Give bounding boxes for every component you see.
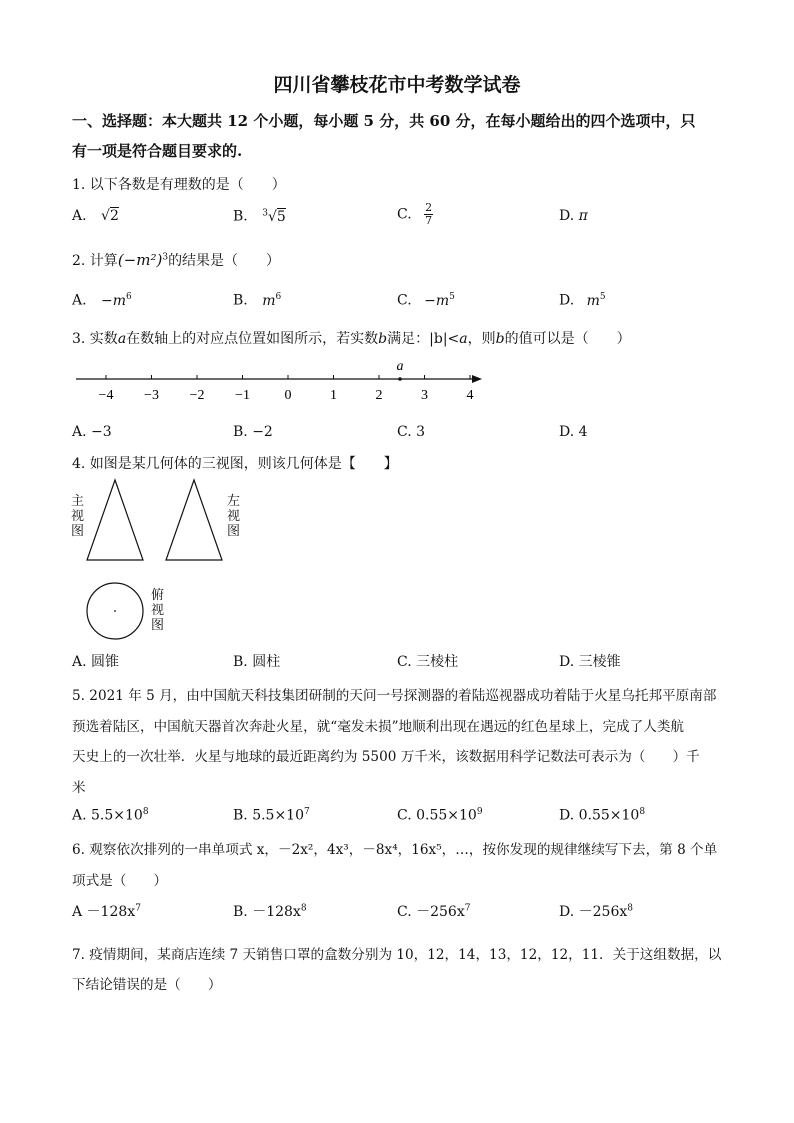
q1-a-radicand: 2	[109, 208, 119, 224]
q3-stem-mid3: ，则	[467, 331, 496, 347]
q5-line3: 天史上的一次壮举．火星与地球的最近距离约为 5500 万千米，该数据用科学记数法可表示为（ ）千	[72, 749, 700, 765]
q2-expression: (−m²)	[117, 251, 163, 269]
q3-stem-pre: 3. 实数	[72, 331, 118, 347]
q5-b-base: B. 5.5×10	[233, 807, 304, 824]
q5-line4: 米	[72, 780, 86, 796]
q2-d-base: m	[586, 292, 600, 309]
q1-c-prefix: C.	[397, 206, 412, 223]
q6-line2: 项式是（ ）	[72, 873, 168, 889]
q5-d-base: D. 0.55×10	[559, 807, 640, 824]
q7-line2: 下结论错误的是（ ）	[72, 977, 222, 993]
q2-stem-post: 的结果是（ ）	[168, 253, 281, 269]
q1-b-radicand: 5	[276, 208, 286, 225]
q6-d-base: D. －256x	[559, 904, 628, 920]
q3-option-a: A. −3	[72, 424, 112, 440]
q1-stem: 1. 以下各数是有理数的是（ ）	[72, 177, 286, 193]
q2-d-exp: 5	[599, 292, 606, 302]
q4-stem: 4. 如图是某几何体的三视图，则该几何体是【 】	[72, 456, 398, 472]
q5-option-d	[559, 807, 645, 824]
q5-a-base: A. 5.5×10	[72, 807, 143, 824]
q3-var-b: b	[378, 331, 388, 347]
front-view-label: 主视图	[71, 494, 85, 539]
q6-b-base: B. －128x	[233, 904, 301, 920]
q2-b-prefix: B.	[233, 292, 248, 309]
q5-option-b	[233, 807, 310, 824]
q1-option-b	[233, 208, 286, 225]
q1-option-a	[72, 208, 119, 224]
q2-option-b	[233, 292, 281, 309]
q2-option-a	[72, 292, 132, 309]
page-title: 四川省攀枝花市中考数学试卷	[273, 74, 521, 96]
q1-option-d	[559, 208, 588, 224]
q7-line1: 7. 疫情期间，某商店连续 7 天销售口罩的盒数分别为 10，12，14，13，12，12，11．关于这组数据，以	[72, 947, 722, 963]
q6-c-base: C. －256x	[397, 904, 465, 920]
number-line-tick-label: 1	[330, 388, 337, 403]
q6-a-base: A －128x	[72, 904, 136, 920]
q6-a-exp: 7	[135, 903, 141, 914]
q6-option-b	[233, 901, 307, 921]
number-line-tick-label: 4	[466, 388, 474, 403]
q5-c-exp: 9	[476, 807, 483, 817]
q3-var-b2: b	[495, 331, 505, 347]
q1-b-cuberoot: $^3$√5	[262, 208, 286, 225]
number-line-tick-label: −1	[235, 388, 250, 403]
q3-stem-mid1: 在数轴上的对应点位置如图所示，若实数	[126, 331, 379, 347]
number-line-tick-label: 0	[284, 388, 292, 403]
q6-option-c	[397, 901, 470, 921]
q1-a-prefix: A.	[72, 208, 87, 224]
top-view-label: 俯视图	[151, 588, 165, 633]
section-header-line1: 一、选择题：本大题共 12 个小题，每小题 5 分，共 60 分，在每小题给出的四个选项中，只	[72, 112, 696, 130]
q1-d-prefix: D.	[559, 208, 575, 224]
q1-c-denominator: 7	[425, 214, 433, 227]
top-view-center-dot	[114, 610, 116, 612]
q5-b-exp: 7	[304, 807, 310, 817]
q6-b-exp: 8	[300, 903, 307, 914]
q5-line2: 预选着陆区，中国航天器首次奔赴火星，就“毫发未损”地顺利出现在遇远的红色星球上，完成了人类航	[72, 719, 685, 735]
q6-d-exp: 8	[627, 903, 633, 914]
q2-option-d	[559, 292, 606, 309]
q4-option-a: A. 圆锥	[72, 654, 120, 670]
number-line-tick-label: 2	[375, 388, 383, 403]
q1-b-index: 3	[262, 208, 268, 218]
q2-expression-exponent: 3	[162, 252, 169, 263]
q3-var-a: a	[117, 331, 127, 347]
q3-option-c: C. 3	[397, 424, 426, 440]
top-view-circle	[84, 580, 146, 642]
q2-b-exp: 6	[275, 292, 282, 302]
q5-d-exp: 8	[639, 807, 646, 817]
q4-option-c: C. 三棱柱	[397, 654, 459, 670]
point-a-label: a	[396, 359, 404, 374]
number-line-tick-label: −2	[189, 388, 205, 403]
q5-option-a	[72, 807, 149, 824]
q1-c-numerator: 2	[425, 201, 433, 214]
q3-stem-mid2: 满足：|b|<	[387, 331, 460, 347]
q5-option-c	[397, 807, 483, 824]
q3-stem	[72, 328, 631, 348]
q2-stem	[72, 250, 280, 270]
q1-d-value: π	[578, 208, 588, 224]
q2-a-base: −m	[101, 292, 127, 309]
q2-c-exp: 5	[449, 292, 455, 302]
q1-b-prefix: B.	[233, 208, 248, 225]
number-line-tick-label: 3	[421, 388, 428, 403]
q2-a-prefix: A.	[72, 292, 87, 309]
q1-c-fraction	[424, 202, 433, 227]
number-line-tick-label: −3	[144, 388, 159, 403]
q2-c-base: −m	[424, 292, 450, 309]
q1-option-c	[397, 202, 433, 227]
q3-option-b: B. −2	[233, 424, 273, 440]
section-header-line2: 有一项是符合题目要求的.	[72, 142, 243, 160]
q3-var-a2: a	[459, 331, 468, 347]
q2-stem-pre: 2. 计算	[72, 253, 118, 269]
q1-a-sqrt: √2	[101, 208, 119, 224]
q2-option-c	[397, 292, 455, 309]
q2-b-base: m	[262, 292, 276, 309]
q2-c-prefix: C.	[397, 292, 412, 309]
point-a-marker	[398, 377, 402, 381]
q3-option-d: D. 4	[559, 424, 588, 440]
q4-option-d: D. 三棱锥	[559, 654, 621, 670]
q5-c-base: C. 0.55×10	[397, 807, 477, 824]
number-line	[72, 356, 492, 406]
q5-line1: 5. 2021 年 5 月，由中国航天科技集团研制的天问一号探测器的着陆巡视器成功着陆于火星乌托邦平原南部	[72, 688, 717, 704]
q6-line1: 6. 观察依次排列的一串单项式 x，－2x²，4x³，－8x⁴，16x⁵，…，按你发现的规律继续写下去，第 8 个单	[72, 842, 718, 858]
number-line-tick-label: −4	[98, 388, 114, 403]
number-line-arrow	[472, 375, 482, 383]
q6-option-d	[559, 901, 633, 921]
q6-c-exp: 7	[464, 903, 471, 914]
q2-d-prefix: D.	[559, 292, 575, 309]
q4-option-b: B. 圆柱	[233, 654, 281, 670]
q3-stem-post: 的值可以是（ ）	[504, 331, 631, 347]
q6-option-a	[72, 901, 141, 921]
side-view-triangle	[163, 476, 225, 562]
front-view-triangle	[84, 476, 146, 562]
side-view-label: 左视图	[227, 494, 241, 539]
q2-a-exp: 6	[126, 292, 132, 302]
q5-a-exp: 8	[142, 807, 149, 817]
